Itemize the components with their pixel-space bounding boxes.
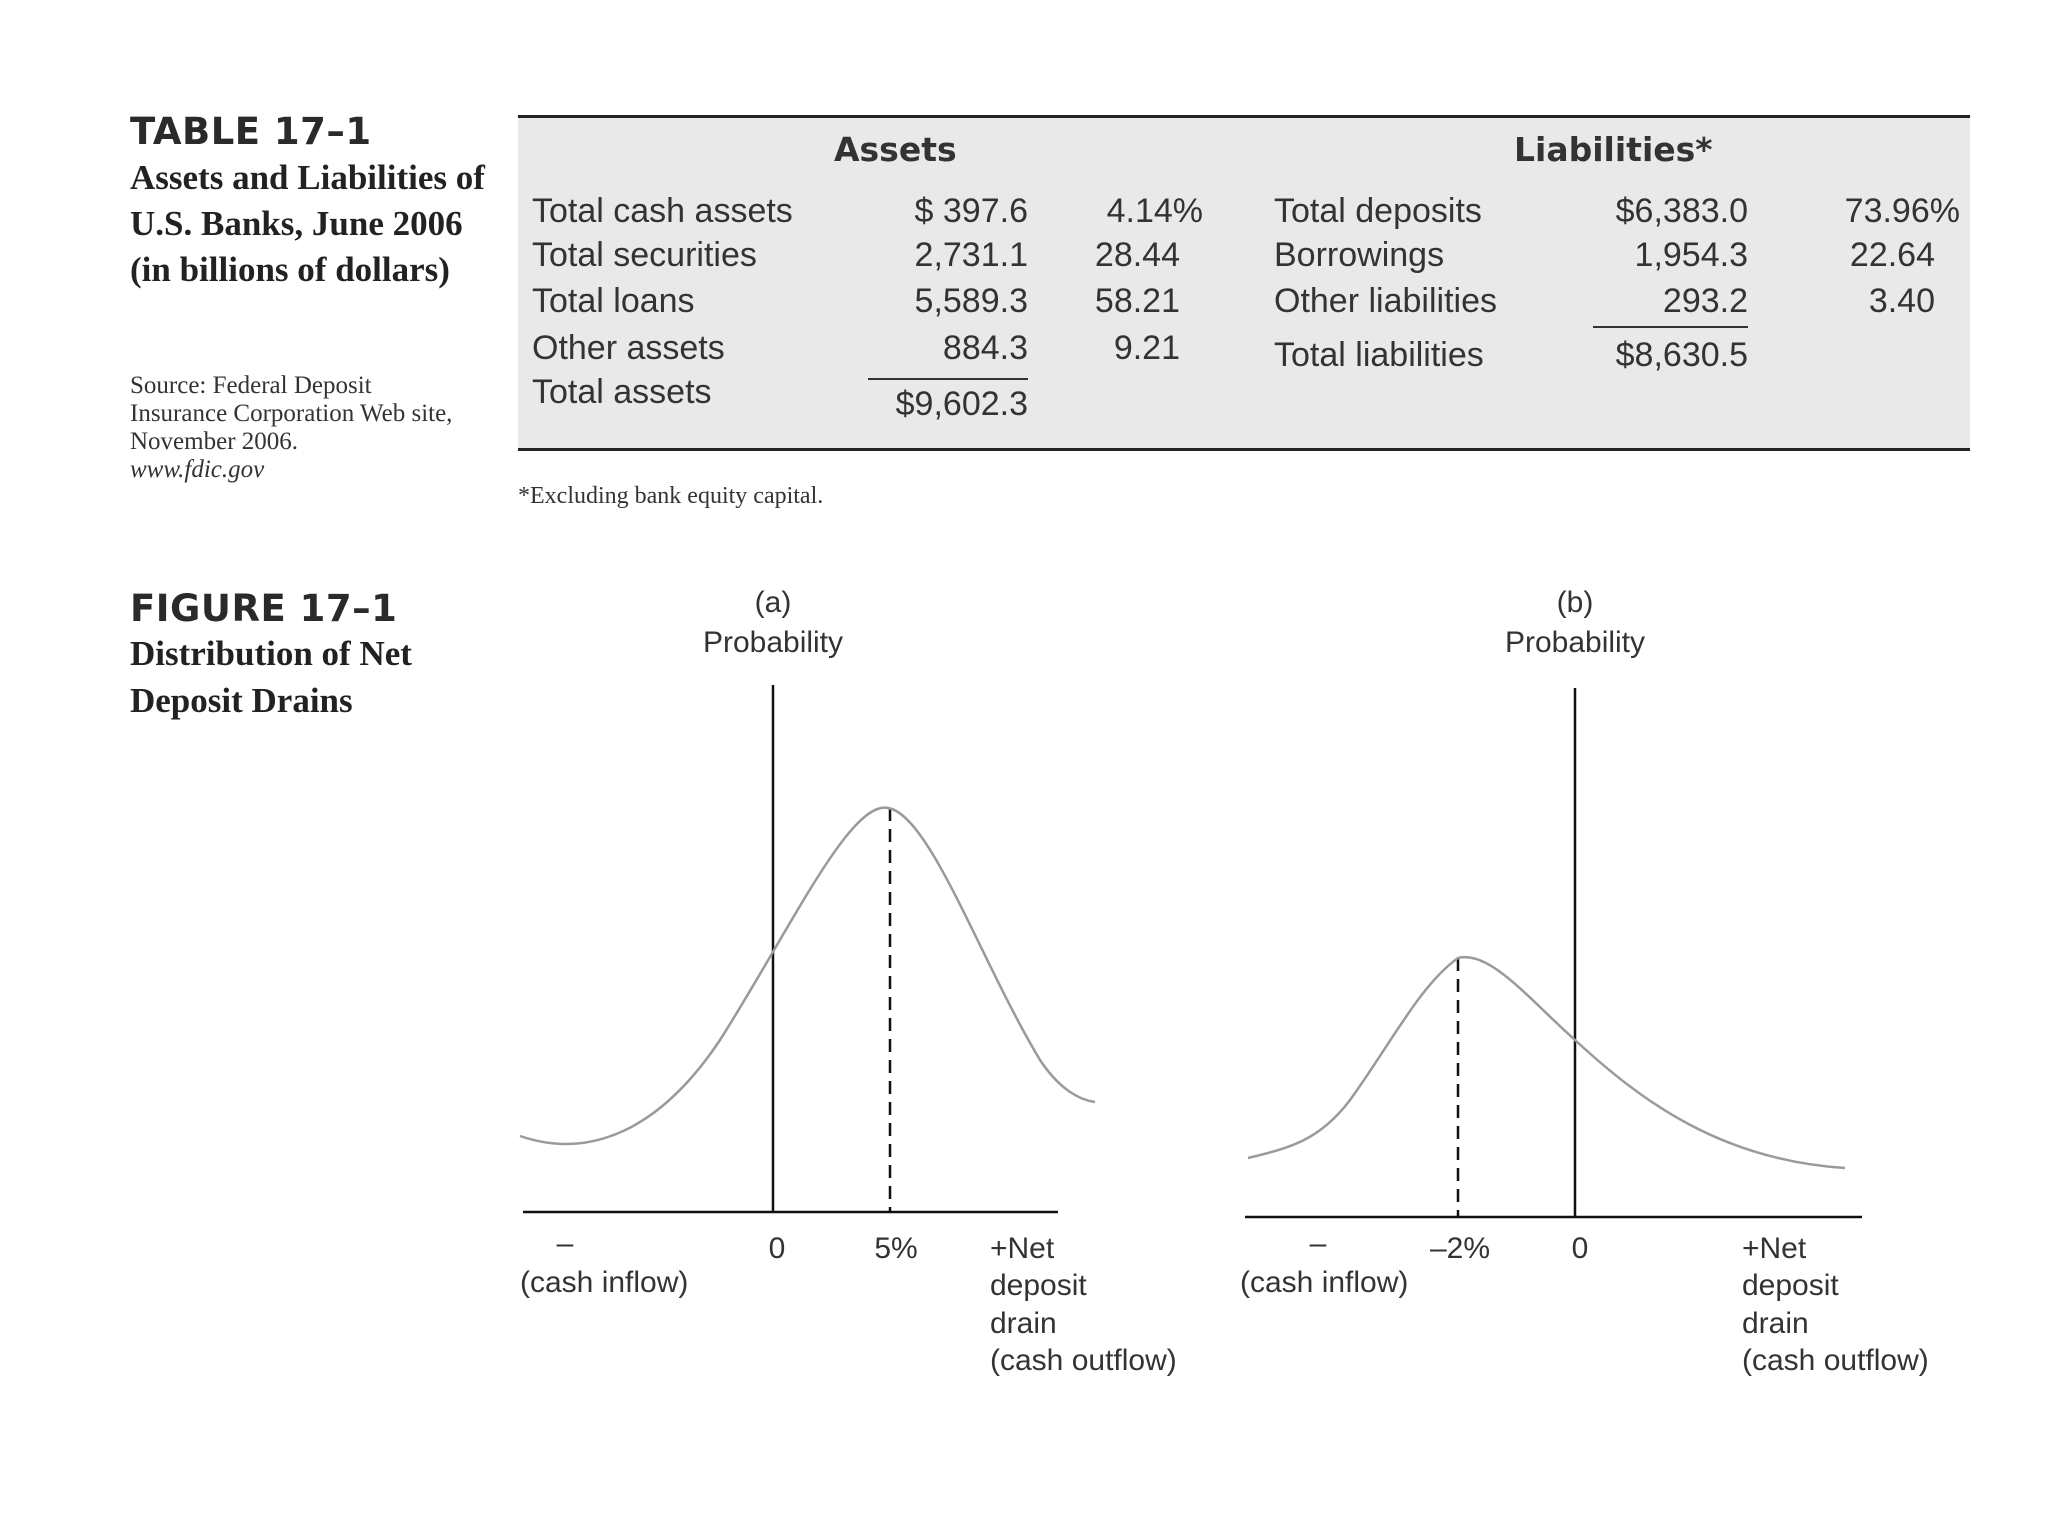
panel-a (520, 586, 1177, 1377)
panel-a-mean-tick: 5% (874, 1232, 918, 1265)
asset-pct: 28.44 (1094, 236, 1180, 274)
panel-b-xlabel-line: (cash outflow) (1742, 1344, 1929, 1377)
panel-b-letter: (b) (1556, 586, 1594, 619)
liabilities-header: Liabilities* (1514, 130, 1713, 169)
liability-label: Borrowings (1274, 236, 1445, 274)
panel-a-letter: (a) (754, 586, 792, 619)
asset-amount: $9,602.3 (895, 385, 1028, 423)
panel-a-minus: – (556, 1227, 574, 1260)
panel-b-xlabel-line: +Net (1742, 1232, 1807, 1265)
table-title: Assets and Liabilities of U.S. Banks, June 2006 (in billions of dollars) (130, 158, 485, 289)
panel-b-cash-inflow: (cash inflow) (1240, 1266, 1409, 1299)
panel-a-probability-label: Probability (702, 626, 844, 659)
asset-label: Other assets (532, 329, 725, 367)
asset-amount: 5,589.3 (914, 282, 1028, 320)
liability-amount: $8,630.5 (1615, 336, 1748, 374)
figure-title: Distribution of Net Deposit Drains (130, 634, 412, 720)
figure-label: FIGURE 17–1 (130, 587, 398, 630)
panel-b-xlabel-line: deposit (1742, 1269, 1839, 1302)
asset-label: Total cash assets (532, 192, 793, 230)
panel-a-xlabel-line: +Net (990, 1232, 1055, 1265)
panel-a-xlabel-line: (cash outflow) (990, 1344, 1177, 1377)
panel-a-xlabel-line: drain (990, 1307, 1057, 1340)
asset-pct: 58.21 (1094, 282, 1180, 320)
asset-label: Total loans (532, 282, 695, 320)
panel-a-cash-inflow: (cash inflow) (520, 1266, 689, 1299)
liability-label: Other liabilities (1274, 282, 1497, 320)
liability-amount: $6,383.0 (1615, 192, 1748, 230)
liability-pct: 73.96% (1844, 192, 1960, 230)
table-source-text: Source: Federal Deposit Insurance Corporation Web site, November 2006. (130, 372, 453, 455)
liability-label: Total liabilities (1274, 336, 1484, 374)
panel-a-zero-tick: 0 (768, 1232, 786, 1265)
table-footnote: *Excluding bank equity capital. (518, 483, 824, 509)
panel-b-probability-label: Probability (1504, 626, 1646, 659)
panel-b-distribution-curve (1248, 957, 1845, 1168)
liability-label: Total deposits (1274, 192, 1482, 230)
asset-amount: 2,731.1 (914, 236, 1028, 274)
panel-b-xlabel-line: drain (1742, 1307, 1809, 1340)
panel-b-zero-tick: 0 (1571, 1232, 1589, 1265)
panel-a-xlabel-line: deposit (990, 1269, 1087, 1302)
panel-b-minus: – (1309, 1227, 1327, 1260)
asset-pct: 4.14% (1106, 192, 1203, 230)
liability-pct: 3.40 (1868, 282, 1935, 320)
table-label: TABLE 17–1 (130, 110, 372, 153)
assets-header: Assets (834, 130, 957, 169)
panel-b-mean-tick: –2% (1429, 1232, 1491, 1265)
liability-amount: 1,954.3 (1634, 236, 1748, 274)
asset-amount: 884.3 (942, 329, 1028, 367)
liability-amount: 293.2 (1662, 282, 1748, 320)
asset-pct: 9.21 (1113, 329, 1180, 367)
panel-a-distribution-curve (520, 808, 1095, 1144)
asset-amount: $ 397.6 (914, 192, 1028, 230)
panel-b (1240, 586, 1929, 1377)
asset-label: Total securities (532, 236, 757, 274)
asset-label: Total assets (532, 373, 712, 411)
liability-pct: 22.64 (1849, 236, 1935, 274)
table-source-url: www.fdic.gov (130, 456, 265, 483)
